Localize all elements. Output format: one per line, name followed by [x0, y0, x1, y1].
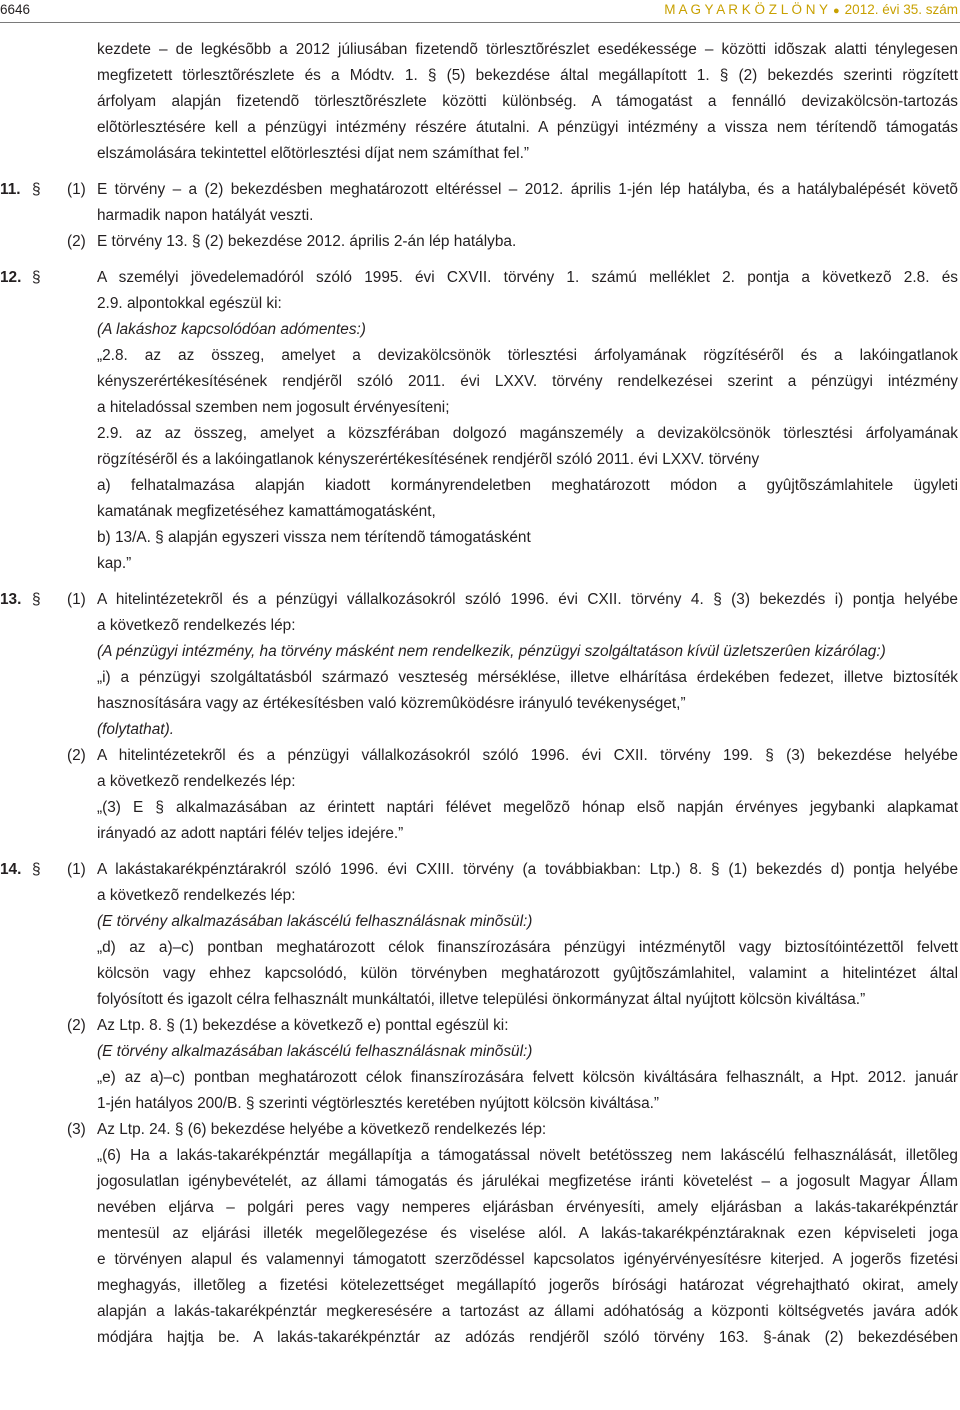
text-line: e törvényen alapul és valamennyi támogatott szerzõdéssel kapcsolatos igényérvényesítésre kiterjed. A jogerõs fizetési [97, 1251, 958, 1268]
subsection-number: (2) [67, 747, 86, 764]
text-line: a következõ rendelkezés lép: [97, 773, 296, 790]
text-line: (folytathat). [97, 721, 174, 738]
continuation-paragraph [0, 37, 960, 167]
text-line: elõtörlesztésére kell a pénzügyi intézmény részére átutalni. A pénzügyi intézmény a vissza nem térítendõ támogatás [97, 119, 958, 136]
text-line: 14. § (1) A lakástakarékpénztárakról szóló 1996. évi CXIII. törvény (a továbbiakban: Ltp.) 8. § (1) bekezdés d) pontja helyébe [0, 857, 960, 883]
text-line: „(6) Ha a lakás-takarékpénztár megállapítja a támogatással növelt betétösszeg nem lakáscélú felhasználását, illetõleg [97, 1147, 958, 1164]
text-line: folyósított és igazolt célra felhasznált munkáltatói, illetve települési önkormányzat által nyújtott kölcsön kiváltása.” [97, 991, 866, 1008]
text-line: rögzítésérõl és a lakóingatlanok kényszerértékesítésének rendjérõl szóló 2011. évi LXXV. törvény [97, 451, 760, 468]
document-body [0, 37, 960, 1351]
text-line: 2.9. alpontokkal egészül ki: [97, 295, 282, 312]
text-line: „d) az a)–c) pontban meghatározott célok finanszírozására pénzügyi intézménytõl vagy biztosítóintézettõl felvett [97, 939, 958, 956]
text-line: mentesül az eljárási illeték megelõlegezése és viselése alól. A lakás-takarékpénztáraknak ezen képviseleti joga [97, 1225, 958, 1242]
text-line: „i) a pénzügyi szolgáltatásból származó veszteség mérséklése, illetve elhárítása érdekében fedezet, illetve biztosíték [97, 669, 958, 686]
text-line: nevében eljárva – polgári peres vagy nemperes eljárásban érvényesíti, amely eljárásban a lakás-takarékpénztár [97, 1199, 958, 1216]
section-number: 13. [0, 591, 22, 608]
subsection-number: (1) [67, 181, 86, 198]
text-line: (E törvény alkalmazásában lakáscélú felhasználásnak minõsül:) [97, 913, 533, 930]
text-line: hasznosítására vagy az értékesítésben való közremûködésre irányuló tevékenységet,” [97, 695, 686, 712]
page-header [0, 0, 960, 23]
page-number: 6646 [0, 2, 31, 17]
text-line: árfolyam alapján fizetendõ törlesztõrészlete közötti különbség. A támogatást a fennálló devizakölcsön-tartozás [97, 93, 958, 110]
section-13 [0, 587, 960, 847]
text-line: (2) E törvény 13. § (2) bekezdése 2012. április 2-án lép hatályba. [0, 229, 960, 255]
section-sign: § [32, 181, 41, 198]
section-11 [0, 177, 960, 255]
text-line: „e) az a)–c) pontban meghatározott célok finanszírozására felvett kölcsön kiváltására felhasznált, a Hpt. 2012. január [97, 1069, 958, 1086]
text-line: a következõ rendelkezés lép: [97, 887, 296, 904]
text-line: kényszerértékesítésének rendjérõl szóló 2011. évi LXXV. törvény rendelkezései szerint a pénzügyi intézmény [97, 373, 958, 390]
subsection-number: (3) [67, 1121, 86, 1138]
text-line: elszámolására tekintettel elõtörlesztési díjat nem számíthat fel.” [97, 145, 529, 162]
section-sign: § [32, 269, 41, 286]
text-line: 2.9. az az összeg, amelyet a közszférában dolgozó magánszemély a devizakölcsönök törlesztési árfolyamának [97, 425, 958, 442]
text-line: alapján a lakás-takarékpénztár megkeresésére a tartozást az állami adóhatóság a központi költségvetés javára adók [97, 1303, 958, 1320]
section-sign: § [32, 861, 41, 878]
text-line: a következõ rendelkezés lép: [97, 617, 296, 634]
section-14 [0, 857, 960, 1351]
text-line: harmadik napon hatályát veszti. [97, 207, 314, 224]
text-line: kamatának megfizetéséhez kamattámogatásként, [97, 503, 436, 520]
text-line: megfizetett törlesztõrészlete és a Módtv. 1. § (5) bekezdése által megállapított 1. § (2) bekezdés szerinti rögzített [97, 67, 958, 84]
text-line: meghagyás, illetõleg a fizetési kötelezettséget megállapító jogerõs bírósági határozat végrehajtható okirat, amely [97, 1277, 958, 1294]
text-line: (3) Az Ltp. 24. § (6) bekezdése helyébe a következõ rendelkezés lép: [0, 1117, 960, 1143]
text-line: (A pénzügyi intézmény, ha törvény másként nem rendelkezik, pénzügyi szolgáltatáson kívül üzletszerûen kizárólag:) [97, 643, 886, 660]
text-line: 12. § A személyi jövedelemadóról szóló 1995. évi CXVII. törvény 1. számú melléklet 2. pontja a következõ 2.8. és [0, 265, 960, 291]
text-line: „2.8. az az összeg, amelyet a devizakölcsönök törlesztési árfolyamának rögzítésérõl és a lakóingatlanok [97, 347, 958, 364]
text-line: kezdete – de legkésõbb a 2012 júliusában fizetendõ törlesztõrészlet esedékessége – közötti idõszak alatti ténylegesen [97, 41, 958, 58]
text-line: 1-jén hatályos 200/B. § szerinti végtörlesztés keretében nyújtott kölcsön kiváltása.” [97, 1095, 660, 1112]
text-line: a) felhatalmazása alapján kiadott kormányrendeletben meghatározott módon a gyûjtõszámlahitele ügyleti [97, 477, 958, 494]
subsection-number: (1) [67, 861, 86, 878]
section-number: 14. [0, 861, 22, 878]
text-line: jogosulatlan igénybevételét, az állami támogatás és járulékai megfizetése iránti követelést – a jogosult Magyar Állam [97, 1173, 958, 1190]
journal-title [664, 2, 958, 17]
section-number: 11. [0, 181, 21, 198]
subsection-number: (2) [67, 1017, 86, 1034]
text-line: „(3) E § alkalmazásában az érintett naptári félévet megelõzõ hónap elsõ napján érvényes jegybanki alapkamat [97, 799, 958, 816]
text-line: (E törvény alkalmazásában lakáscélú felhasználásnak minõsül:) [97, 1043, 533, 1060]
text-line: (2) Az Ltp. 8. § (1) bekezdése a következõ e) ponttal egészül ki: [0, 1013, 960, 1039]
subsection-number: (1) [67, 591, 86, 608]
issue-label: 2012. évi 35. szám [844, 2, 958, 17]
section-number: 12. [0, 269, 22, 286]
text-line: b) 13/A. § alapján egyszeri vissza nem térítendõ támogatásként [97, 529, 531, 546]
text-line: a hiteladóssal szemben nem jogosult érvényesíteni; [97, 399, 450, 416]
text-line: (A lakáshoz kapcsolódóan adómentes:) [97, 321, 366, 338]
journal-name: M A G Y A R K Ö Z L Ö N Y [664, 2, 829, 17]
bullet-separator: ● [833, 5, 840, 17]
section-sign: § [32, 591, 41, 608]
text-line: irányadó az adott naptári félév teljes idejére.” [97, 825, 404, 842]
text-line: (2) A hitelintézetekrõl és a pénzügyi vállalkozásokról szóló 1996. évi CXII. törvény 199. § (3) bekezdése helyébe [0, 743, 960, 769]
text-line: kap.” [97, 555, 132, 572]
subsection-number: (2) [67, 233, 86, 250]
text-line: kölcsön vagy ehhez kapcsolódó, külön törvényben meghatározott gyûjtõszámlahitel, valamint a hitelintézet által [97, 965, 958, 982]
text-line: 11. § (1) E törvény – a (2) bekezdésben meghatározott eltéréssel – 2012. április 1-jén lép hatályba, és a hatálybalépését követõ [0, 177, 960, 203]
section-12 [0, 265, 960, 577]
text-line: módjára hajtja be. A lakás-takarékpénztár az adózás rendjérõl szóló törvény 163. §-ának (2) bekezdésében [97, 1329, 958, 1346]
text-line: 13. § (1) A hitelintézetekrõl és a pénzügyi vállalkozásokról szóló 1996. évi CXII. törvény 4. § (3) bekezdés i) pontja helyébe [0, 587, 960, 613]
